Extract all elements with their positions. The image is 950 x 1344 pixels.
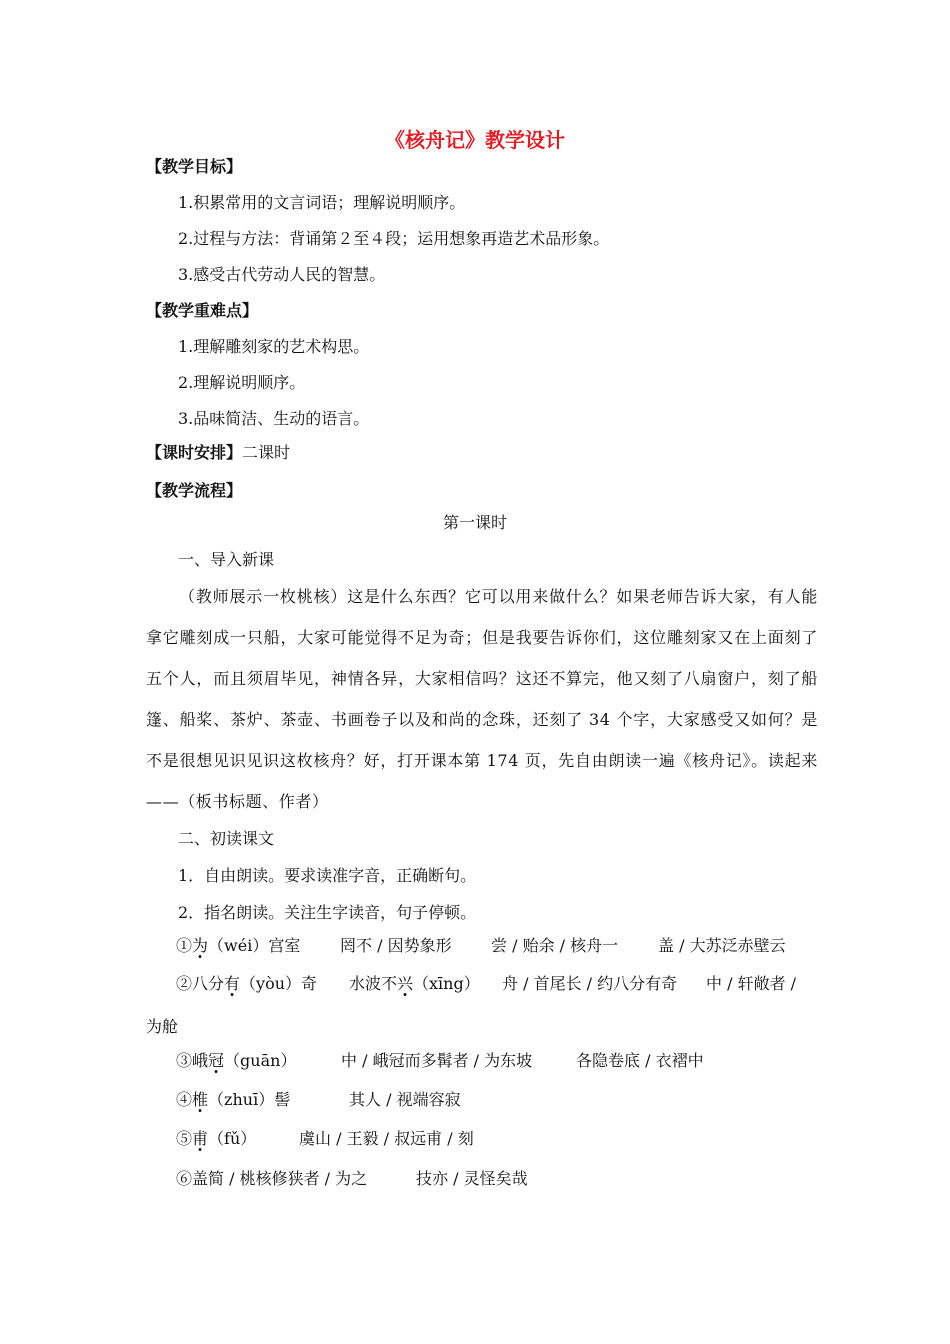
dotted-char: 兴 <box>397 974 414 993</box>
reading-phrase: 中 / 峨冠而多髯者 / 为东坡 <box>341 1051 533 1070</box>
difficulties-heading: 【教学重难点】 <box>146 301 259 320</box>
reading-phrase: 虞山 / 王毅 / 叔远甫 / 刻 <box>299 1129 474 1148</box>
reading-phrase: 各隐卷底 / 衣褶中 <box>576 1051 704 1070</box>
reading-item-4: ④椎（zhuī）髻 <box>176 1090 291 1109</box>
reading-phrase: 尝 / 贻余 / 核舟一 <box>491 936 619 955</box>
reading-phrase: 罔不 / 因势象形 <box>340 936 452 955</box>
dotted-char: 冠 <box>208 1051 225 1070</box>
dotted-char: 有 <box>224 974 241 993</box>
section-heading-reading: 二、初读课文 <box>178 829 275 848</box>
reading-step-2: 2．指名朗读。关注生字读音，句子停顿。 <box>178 903 477 922</box>
schedule-heading: 【课时安排】 <box>146 443 243 462</box>
reading-item-5: ⑤甫（fǔ） <box>176 1129 257 1148</box>
reading-phrase: 其人 / 视端容寂 <box>349 1090 461 1109</box>
document-title: 《核舟记》教学设计 <box>385 128 565 152</box>
reading-item-6: ⑥盖简 / 桃核修狭者 / 为之 <box>176 1169 368 1188</box>
dotted-char: 椎 <box>192 1090 209 1109</box>
goal-item-3: 3.感受古代劳动人民的智慧。 <box>178 265 386 284</box>
reading-phrase: 盖 / 大苏泛赤壁云 <box>658 936 786 955</box>
goal-item-1: 1.积累常用的文言词语；理解说明顺序。 <box>178 193 466 212</box>
difficulty-item-1: 1.理解雕刻家的艺术构思。 <box>178 337 370 356</box>
schedule-line <box>146 443 290 463</box>
difficulty-item-2: 2.理解说明顺序。 <box>178 373 306 392</box>
reading-phrase: 舟 / 首尾长 / 约八分有奇 <box>502 974 678 993</box>
reading-phrase: 中 / 轩敞者 / <box>706 974 797 993</box>
reading-item-3: ③峨冠（guān） <box>176 1051 297 1070</box>
schedule-value: 二课时 <box>242 443 291 462</box>
reading-step-1: 1．自由朗读。要求读准字音，正确断句。 <box>178 866 477 885</box>
section-heading-intro: 一、导入新课 <box>178 550 275 569</box>
reading-item-2: ②八分有（yòu）奇 <box>176 974 318 993</box>
dotted-char: 为 <box>192 936 209 955</box>
reading-item-1: ①为（wéi）宫室 <box>176 936 301 955</box>
goals-heading: 【教学目标】 <box>146 157 243 176</box>
dotted-char: 甫 <box>192 1129 209 1148</box>
difficulty-item-3: 3.品味简洁、生动的语言。 <box>178 409 370 428</box>
reading-continuation: 为舱 <box>146 1017 179 1036</box>
intro-paragraph: （教师展示一枚桃核）这是什么东西？它可以用来做什么？如果老师告诉大家，有人能拿它雕刻成一只船，大家可能觉得不足为奇；但是我要告诉你们，这位雕刻家又在上面刻了五个人，而且须眉毕见，神情各异，大家相信吗？这还不算完，他又刻了八扇窗户，刻了船篷、船桨、茶炉、茶壶、书画卷子以及和尚的念珠，还刻了 34 个字，大家感受又如何？是不是很想见识见识这枚核舟？好，打开课本第 174 页，先自由朗读一遍《核舟记》。读起来——（板书标题、作者） <box>146 587 818 811</box>
reading-item-2b: 水波不兴（xīng） <box>349 974 480 993</box>
reading-phrase: 技亦 / 灵怪矣哉 <box>416 1169 528 1188</box>
goal-item-2: 2.过程与方法：背诵第２至４段；运用想象再造艺术品形象。 <box>178 229 610 248</box>
session-title: 第一课时 <box>442 513 507 532</box>
process-heading: 【教学流程】 <box>146 481 243 500</box>
